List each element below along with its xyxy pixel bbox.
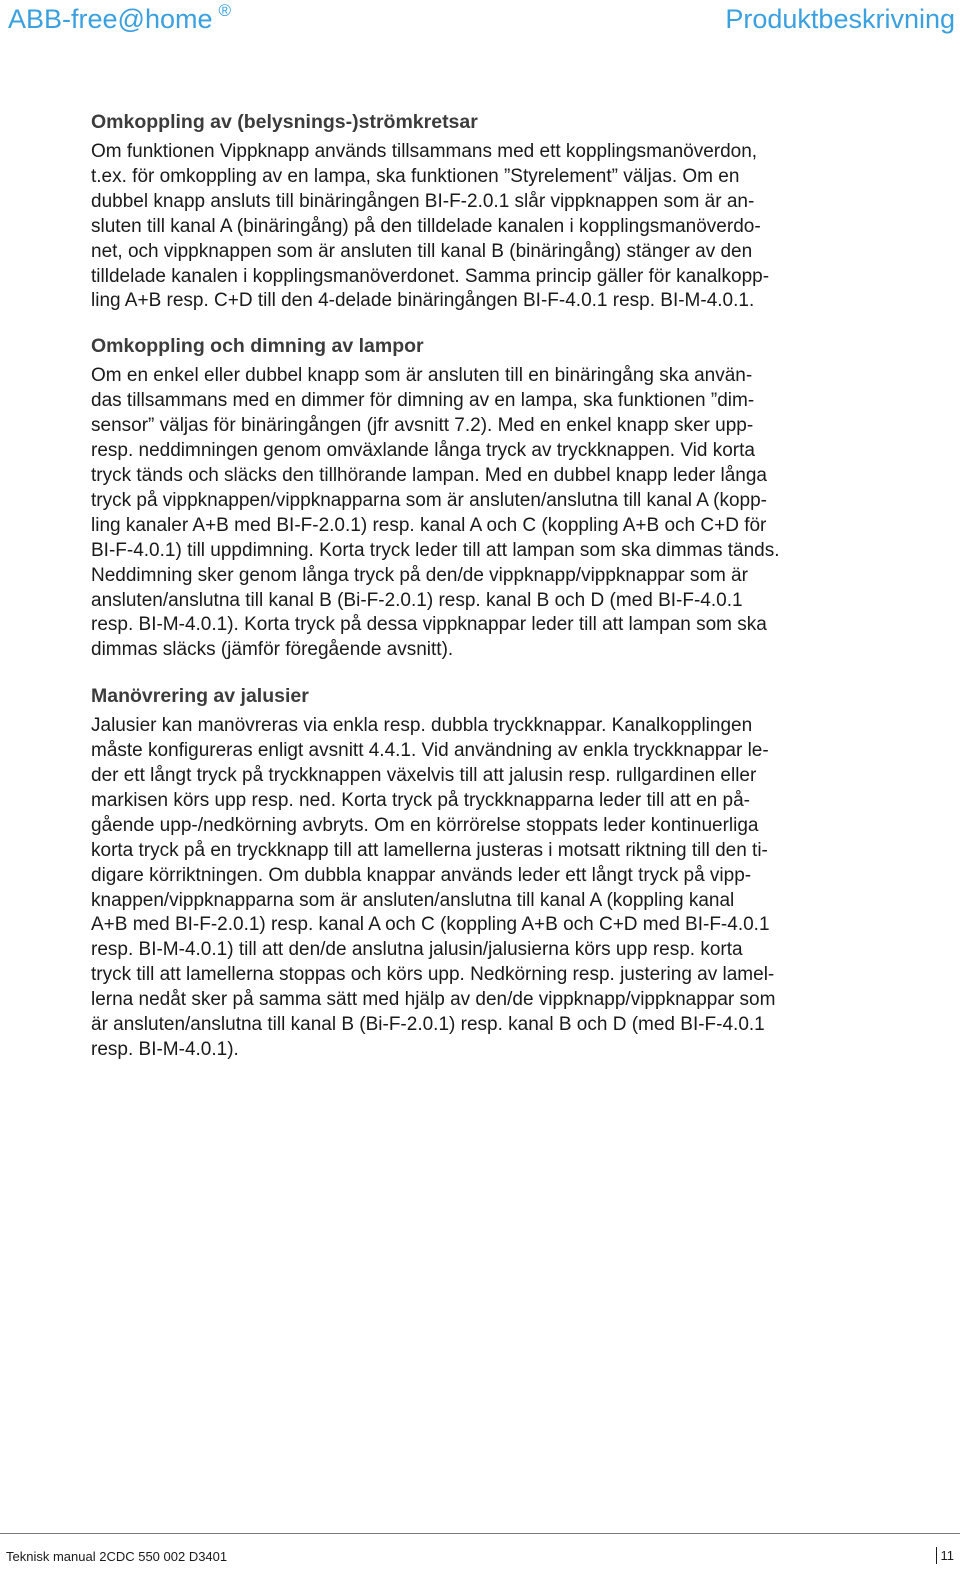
paragraph-line: resp. BI-M-4.0.1) till att den/de anslutna jalusin/jalusierna körs upp resp. korta [91, 939, 743, 961]
section-paragraph [91, 364, 891, 663]
section-blinds [91, 684, 891, 1063]
paragraph-line: korta tryck på en tryckknapp till att lamellerna justeras i motsatt riktning till den ti- [91, 839, 768, 861]
paragraph-line: A+B med BI-F-2.0.1) resp. kanal A och C (koppling A+B och C+D med BI-F-4.0.1 [91, 914, 770, 936]
paragraph-line: digare körriktningen. Om dubbla knappar används leder ett långt tryck på vipp- [91, 864, 752, 886]
paragraph-line: Om en enkel eller dubbel knapp som är ansluten till en binäringång ska använ- [91, 365, 753, 387]
paragraph-line: der ett långt tryck på tryckknappen växelvis till att jalusin resp. rullgardinen eller [91, 765, 757, 787]
section-paragraph [91, 140, 891, 314]
document-body [91, 110, 891, 1063]
section-heading: Omkoppling och dimning av lampor [91, 335, 424, 358]
paragraph-line: BI-F-4.0.1) till uppdimning. Korta tryck leder till att lampan som ska dimmas tänds. [91, 539, 780, 561]
paragraph-line: sensor” väljas för binäringången (jfr avsnitt 7.2). Med en enkel knapp sker upp- [91, 415, 754, 437]
paragraph-line: ling kanaler A+B med BI-F-2.0.1) resp. kanal A och C (koppling A+B och C+D för [91, 514, 767, 536]
footer-manual-id: Teknisk manual 2CDC 550 002 D3401 [6, 1549, 228, 1564]
paragraph-line: markisen körs upp resp. ned. Korta tryck på tryckknapparna leder till att en på- [91, 789, 750, 811]
paragraph-line: måste konfigureras enligt avsnitt 4.4.1. Vid användning av enkla tryckknappar le- [91, 740, 769, 762]
paragraph-line: lerna nedåt sker på samma sätt med hjälp av den/de vippknapp/vippknappar som [91, 989, 776, 1011]
paragraph-line: Neddimning sker genom långa tryck på den/de vippknapp/vippknappar som är [91, 564, 748, 586]
paragraph-line: Jalusier kan manövreras via enkla resp. dubbla tryckknappar. Kanalkopplingen [91, 715, 753, 737]
paragraph-line: är ansluten/anslutna till kanal B (Bi-F-2.0.1) resp. kanal B och D (med BI-F-4.0.1 [91, 1014, 765, 1036]
paragraph-line: tryck tänds och släcks den tillhörande lampan. Med en dubbel knapp leder långa [91, 464, 767, 486]
paragraph-line: resp. neddimningen genom omväxlande långa tryck av tryckknappen. Vid korta [91, 440, 755, 462]
paragraph-line: tryck till att lamellerna stoppas och körs upp. Nedkörning resp. justering av lamel- [91, 964, 775, 986]
registered-mark: ® [218, 1, 232, 20]
page-number: 11 [936, 1547, 955, 1564]
paragraph-line: dimmas släcks (jämför föregående avsnitt). [91, 639, 454, 661]
paragraph-line: resp. BI-M-4.0.1). Korta tryck på dessa vippknappar leder till att lampan som ska [91, 614, 767, 636]
paragraph-line: Om funktionen Vippknapp används tillsammans med ett kopplingsmanöverdon, [91, 141, 758, 162]
paragraph-line: tilldelade kanalen i kopplingsmanöverdonet. Samma princip gäller för kanalkopp- [91, 265, 770, 287]
brand-title [8, 1, 232, 35]
section-heading: Manövrering av jalusier [91, 685, 309, 708]
page-header [0, 0, 960, 44]
footer-divider [0, 1533, 960, 1534]
section-paragraph [91, 714, 891, 1063]
paragraph-line: net, och vippknappen som är ansluten till kanal B (binäringång) stänger av den [91, 240, 753, 262]
paragraph-line: tryck på vippknappen/vippknapparna som är ansluten/anslutna till kanal A (kopp- [91, 489, 767, 511]
paragraph-line: ansluten/anslutna till kanal B (Bi-F-2.0.1) resp. kanal B och D (med BI-F-4.0.1 [91, 589, 743, 611]
paragraph-line: t.ex. för omkoppling av en lampa, ska funktionen ”Styrelement” väljas. Om en [91, 165, 740, 187]
paragraph-line: dubbel knapp ansluts till binäringången BI-F-2.0.1 slår vippknappen som är an- [91, 190, 755, 212]
section-switching-circuits [91, 110, 891, 314]
section-dimming [91, 334, 891, 663]
paragraph-line: knappen/vippknapparna som är ansluten/anslutna till kanal A (koppling kanal [91, 889, 735, 911]
paragraph-line: sluten till kanal A (binäringång) på den tilldelade kanalen i kopplingsmanöverdo- [91, 215, 761, 237]
paragraph-line: gående upp-/nedkörning avbryts. Om en körrörelse stoppats leder kontinuerliga [91, 814, 759, 836]
section-title: Produktbeskrivning [725, 4, 955, 34]
brand-name: ABB-free@home [8, 4, 213, 34]
paragraph-line: ling A+B resp. C+D till den 4-delade binäringången BI-F-4.0.1 resp. BI-M-4.0.1. [91, 290, 755, 312]
paragraph-line: das tillsammans med en dimmer för dimning av en lampa, ska funktionen ”dim- [91, 390, 755, 412]
section-heading: Omkoppling av (belysnings-)strömkretsar [91, 111, 478, 133]
paragraph-line: resp. BI-M-4.0.1). [91, 1039, 239, 1060]
